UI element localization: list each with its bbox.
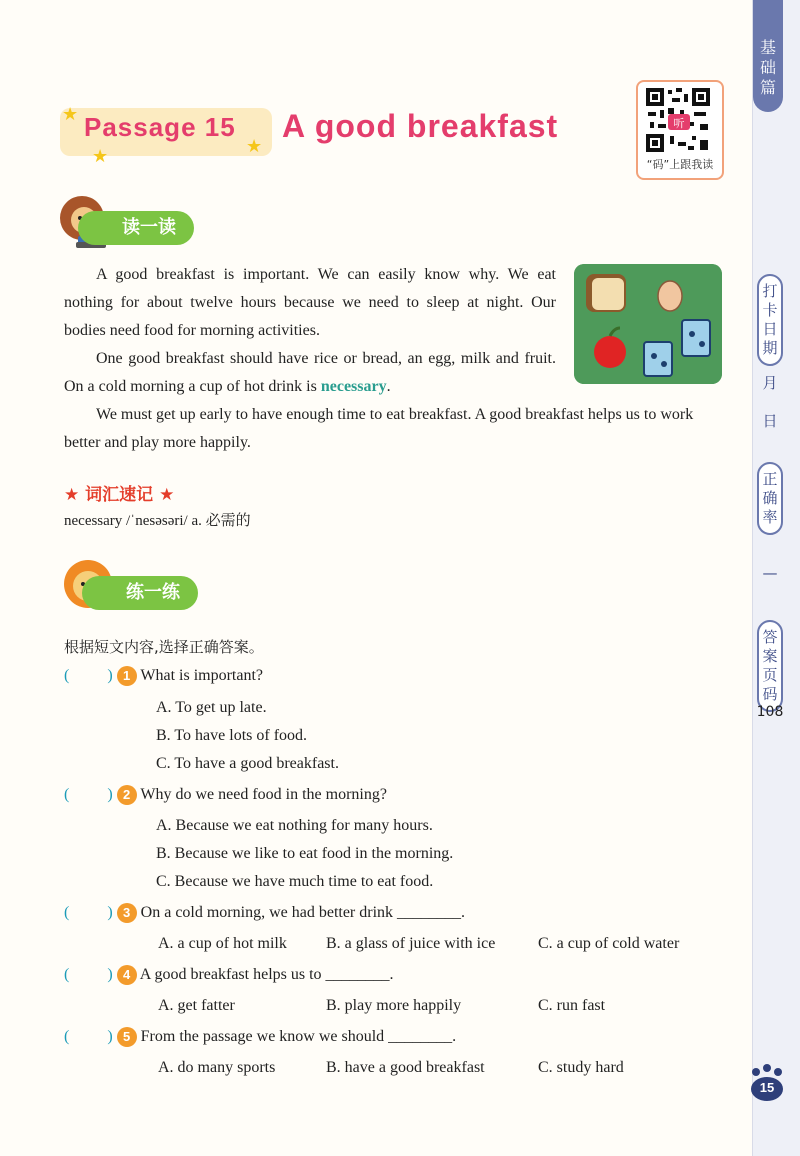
answer-bracket-close: ) (107, 786, 113, 803)
option-a[interactable]: A. a cup of hot milk (158, 935, 287, 952)
answer-page-number: 108 (756, 704, 784, 720)
question-2 (64, 783, 387, 807)
option-a[interactable]: A. To get up late. (156, 699, 267, 716)
answer-bracket-close: ) (107, 904, 113, 921)
read-section-badge: 读一读 (78, 211, 194, 245)
passage-label: Passage 15 (84, 112, 236, 142)
question-1 (64, 664, 263, 688)
answer-bracket-open[interactable]: ( (64, 667, 70, 684)
question-3 (64, 901, 465, 925)
accuracy-pill (757, 462, 783, 535)
option-b[interactable]: B. To have lots of food. (156, 727, 308, 744)
passage-paragraph-1: A good breakfast is important. We can easily know why. We eat nothing for about twelve hours because we need to sleep at night. Our bodies need food for morning activities. (64, 266, 556, 339)
star-icon: ★ (62, 104, 79, 124)
question-text: What is important? (140, 667, 264, 684)
keyword-necessary: necessary (320, 378, 387, 395)
paragraph-2-end: . (386, 378, 391, 395)
question-5 (64, 1025, 456, 1049)
option-c[interactable]: C. study hard (538, 1059, 624, 1076)
page-number: 15 (759, 1080, 775, 1095)
option-a[interactable]: A. get fatter (158, 997, 235, 1014)
question-number-badge: 5 (117, 1027, 137, 1047)
option-b[interactable]: B. play more happily (326, 997, 462, 1014)
question-4 (64, 963, 394, 987)
section-tab (753, 0, 783, 112)
passage-paragraph-2 (64, 345, 556, 401)
answer-bracket-close: ) (107, 966, 113, 983)
question-number-badge: 4 (117, 965, 137, 985)
answer-bracket-close: ) (107, 667, 113, 684)
qr-caption: “码”上跟我读 (646, 158, 714, 171)
qr-listen-label: 听 (673, 117, 685, 130)
answer-page-pill (757, 620, 783, 712)
star-icon: ★ (92, 146, 109, 166)
option-c[interactable]: C. To have a good breakfast. (156, 755, 339, 772)
paragraph-2-text: One good breakfast should have rice or bread, an egg, milk and fruit. On a cold morning a cup of hot drink is (64, 350, 556, 395)
answer-bracket-open[interactable]: ( (64, 1028, 70, 1045)
option-b[interactable]: B. a glass of juice with ice (326, 935, 496, 952)
question-text: A good breakfast helps us to ________. (139, 966, 394, 983)
answer-bracket-open[interactable]: ( (64, 904, 70, 921)
practice-section-badge: 练一练 (82, 576, 198, 610)
question-text: On a cold morning, we had better drink ________. (140, 904, 466, 921)
question-number-badge: 1 (117, 666, 137, 686)
question-number-badge: 2 (117, 785, 137, 805)
answer-page-label: 答案页码 (762, 628, 778, 703)
option-b[interactable]: B. have a good breakfast (326, 1059, 485, 1076)
option-a[interactable]: A. do many sports (158, 1059, 276, 1076)
question-text: From the passage we know we should ________. (140, 1028, 457, 1045)
accuracy-dash: — (762, 564, 778, 582)
section-tab-label: 基础篇 (759, 38, 776, 97)
vocab-entry: necessary /ˈnesəsəri/ a. 必需的 (64, 513, 251, 529)
option-c[interactable]: C. run fast (538, 997, 606, 1014)
question-number-badge: 3 (117, 903, 137, 923)
accuracy-label: 正确率 (762, 470, 778, 526)
checkin-date-label: 打卡日期 (762, 282, 778, 357)
vocab-heading: ★ 词汇速记 ★ (64, 485, 175, 505)
practice-instruction: 根据短文内容,选择正确答案。 (64, 638, 264, 656)
passage-paragraph-3: We must get up early to have enough time to eat breakfast. A good breakfast helps us to work better and play more happily. (64, 406, 694, 451)
option-a[interactable]: A. Because we eat nothing for many hours. (156, 817, 433, 834)
question-text: Why do we need food in the morning? (140, 786, 387, 803)
checkin-date-pill (757, 274, 783, 366)
option-c[interactable]: C. Because we have much time to eat food. (156, 873, 434, 890)
star-icon: ★ (246, 136, 263, 156)
option-c[interactable]: C. a cup of cold water (538, 935, 680, 952)
answer-bracket-close: ) (107, 1028, 113, 1045)
day-label: 日 (762, 412, 778, 430)
passage-title: A good breakfast (282, 108, 559, 144)
breakfast-illustration (574, 264, 722, 384)
answer-bracket-open[interactable]: ( (64, 786, 70, 803)
answer-bracket-open[interactable]: ( (64, 966, 70, 983)
option-b[interactable]: B. Because we like to eat food in the morning. (156, 845, 454, 862)
month-label: 月 (762, 374, 778, 392)
